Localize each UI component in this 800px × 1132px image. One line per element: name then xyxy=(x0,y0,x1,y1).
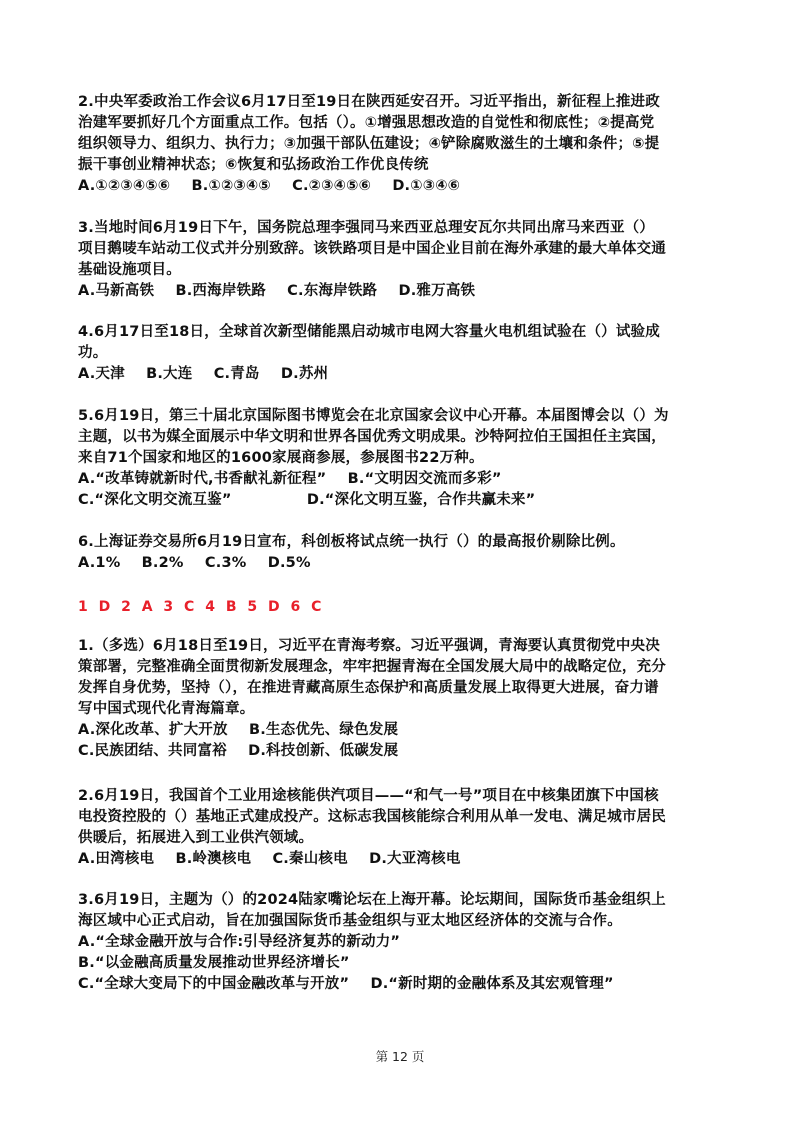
option-a: A.“全球金融开放与合作:引导经济复苏的新动力” xyxy=(78,934,401,950)
question-text-line: 振干事创业精神状态；⑥恢复和弘扬政治工作优良传统 xyxy=(78,157,429,173)
question-text-line: 来自71个国家和地区的1600家展商参展，参展图书22万种。 xyxy=(78,450,484,466)
question-text-line: 2.6月19日，我国首个工业用途核能供汽项目——“和气一号”项目在中核集团旗下中国核 xyxy=(78,788,659,804)
question-text-line: 2.中央军委政治工作会议6月17日至19日在陕西延安召开。习近平指出，新征程上推进政 xyxy=(78,94,660,110)
options-row xyxy=(78,469,728,490)
option-c: C.②③④⑤⑥ xyxy=(292,178,372,194)
question-text-line: 主题，以书为媒全面展示中华文明和世界各国优秀文明成果。沙特阿拉伯王国担任主宾国， xyxy=(78,429,666,445)
option-b: B.岭澳核电 xyxy=(175,851,252,867)
option-c: C.青岛 xyxy=(213,366,260,382)
question-text-line: 写中国式现代化青海篇章。 xyxy=(78,701,255,717)
question-p2-3 xyxy=(78,890,728,995)
option-a: A.①②③④⑤⑥ xyxy=(78,178,171,194)
option-d: D.①③④⑥ xyxy=(392,178,461,194)
option-d: D.“新时期的金融体系及其宏观管理” xyxy=(370,976,614,992)
option-d: D.科技创新、低碳发展 xyxy=(248,743,399,759)
answer-key: 1 D 2 A 3 C 4 B 5 D 6 C xyxy=(78,599,325,615)
option-a: A.马新高铁 xyxy=(78,283,155,299)
question-text-line: 基础设施项目。 xyxy=(78,262,181,278)
question-text-line: 发挥自身优势，坚持（），在推进青藏高原生态保护和高质量发展上取得更大进展，奋力谱 xyxy=(78,680,659,696)
options-row xyxy=(78,974,728,995)
option-a: A.深化改革、扩大开放 xyxy=(78,722,228,738)
option-a: A.天津 xyxy=(78,366,125,382)
option-d: D.5% xyxy=(267,555,311,571)
question-4 xyxy=(78,322,728,385)
option-b: B.生态优先、绿色发展 xyxy=(248,722,399,738)
question-text-line: 3.6月19日，主题为（）的2024陆家嘴论坛在上海开幕。论坛期间，国际货币基金组织上 xyxy=(78,892,666,908)
option-d: D.雅万高铁 xyxy=(398,283,476,299)
option-b: B.大连 xyxy=(146,366,193,382)
option-b: B.“文明因交流而多彩” xyxy=(347,471,502,487)
option-c: C.“全球大变局下的中国金融改革与开放” xyxy=(78,976,350,992)
option-c: C.“深化文明交流互鉴” xyxy=(78,492,232,508)
options-row xyxy=(78,490,728,511)
question-5 xyxy=(78,406,728,511)
options-row xyxy=(78,849,728,870)
question-text-line: 1.（多选）6月18日至19日，习近平在青海考察。习近平强调，青海要认真贯彻党中央决 xyxy=(78,638,660,654)
question-text-line: 策部署，完整准确全面贯彻新发展理念，牢牢把握青海在全国发展大局中的战略定位，充分 xyxy=(78,659,666,675)
question-text-line: 治建军要抓好几个方面重点工作。包括（）。①增强思想改造的自觉性和彻底性；②提高党 xyxy=(78,115,655,131)
options-row xyxy=(78,176,728,197)
option-c: C.秦山核电 xyxy=(272,851,348,867)
question-text-line: 6.上海证券交易所6月19日宣布，科创板将试点统一执行（）的最高报价剔除比例。 xyxy=(78,534,625,550)
question-text-line: 功。 xyxy=(78,345,108,361)
option-b: B.①②③④⑤ xyxy=(191,178,271,194)
question-2 xyxy=(78,92,728,197)
question-text-line: 4.6月17日至18日，全球首次新型储能黑启动城市电网大容量火电机组试验在（）试验成 xyxy=(78,324,660,340)
option-d: D.大亚湾核电 xyxy=(369,851,461,867)
option-c: C.民族团结、共同富裕 xyxy=(78,743,227,759)
question-text-line: 电投资控股的（）基地正式建成投产。这标志我国核能综合利用从单一发电、满足城市居民 xyxy=(78,809,666,825)
question-text-line: 3.当地时间6月19日下午，国务院总理李强同马来西亚总理安瓦尔共同出席马来西亚（） xyxy=(78,220,655,236)
page-number: 第 12 页 xyxy=(375,1049,425,1064)
question-p2-1 xyxy=(78,636,728,762)
option-a: A.“改革铸就新时代,书香献礼新征程” xyxy=(78,471,327,487)
option-b: B.2% xyxy=(141,555,184,571)
question-text-line: 组织领导力、组织力、执行力；③加强干部队伍建设；④铲除腐败滋生的土壤和条件；⑤提 xyxy=(78,136,660,152)
option-d: D.“深化文明互鉴，合作共赢未来” xyxy=(306,492,536,508)
options-row xyxy=(78,741,728,762)
options-row xyxy=(78,553,728,574)
question-text-line: 5.6月19日，第三十届北京国际图书博览会在北京国家会议中心开幕。本届图博会以（）为 xyxy=(78,408,669,424)
options-row xyxy=(78,364,728,385)
option-a: A.田湾核电 xyxy=(78,851,155,867)
question-text-line: 供暖后，拓展进入到工业供汽领域。 xyxy=(78,830,314,846)
question-3 xyxy=(78,218,728,302)
option-c: C.东海岸铁路 xyxy=(287,283,378,299)
question-text-line: 项目鹅唛车站动工仪式并分别致辞。该铁路项目是中国企业目前在海外承建的最大单体交通 xyxy=(78,241,666,257)
option-c: C.3% xyxy=(204,555,247,571)
question-p2-2 xyxy=(78,786,728,870)
option-b: B.西海岸铁路 xyxy=(175,283,266,299)
question-text-line: 海区域中心正式启动，旨在加强国际货币基金组织与亚太地区经济体的交流与合作。 xyxy=(78,913,622,929)
option-d: D.苏州 xyxy=(280,366,329,382)
option-b: B.“以金融高质量发展推动世界经济增长” xyxy=(78,955,350,971)
options-row xyxy=(78,720,728,741)
options-row xyxy=(78,281,728,302)
option-a: A.1% xyxy=(78,555,121,571)
question-6 xyxy=(78,532,728,574)
